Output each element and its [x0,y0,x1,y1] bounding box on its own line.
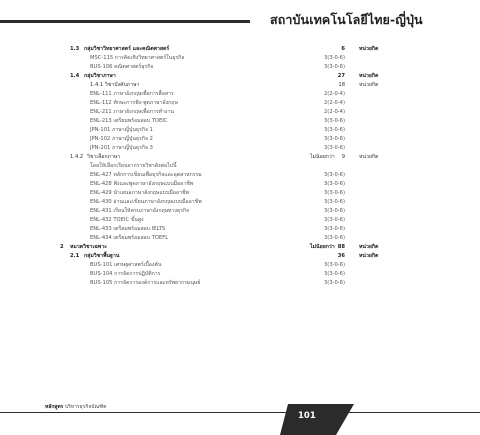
row-credits: 3(3-0-6) [324,145,345,151]
curriculum-row [0,207,480,216]
page-number: 101 [298,411,316,421]
curriculum-row [0,45,480,54]
row-number: 1.4.2 [70,154,84,160]
curriculum-row [0,99,480,108]
row-unit: หน่วยกิต [359,82,379,88]
curriculum-row [0,108,480,117]
curriculum-row [0,171,480,180]
row-credits: 3(3-0-6) [324,217,345,223]
row-label: ENL-434 เตรียมพร้อมสอบ TOEFL [90,235,169,241]
curriculum-row [0,63,480,72]
row-label: BUS-106 คณิตศาสตร์ธุรกิจ [90,64,154,70]
row-credits: 3(3-0-6) [324,235,345,241]
row-credits: 3(3-0-6) [324,118,345,124]
curriculum-row [0,279,480,288]
row-label: JPN-201 ภาษาญี่ปุ่นธุรกิจ 3 [90,145,153,151]
row-label: JPN-102 ภาษาญี่ปุ่นธุรกิจ 2 [90,136,153,142]
row-credits: 18 [338,82,345,88]
row-label: ENL-433 เตรียมพร้อมสอบ IELTS [90,226,166,232]
row-credits: 3(3-0-6) [324,190,345,196]
footer-rule [0,412,480,413]
row-credits: 3(3-0-6) [324,181,345,187]
curriculum-row [0,225,480,234]
row-number: 2 [60,244,64,250]
curriculum-row [0,189,480,198]
curriculum-row [0,252,480,261]
row-label: BUS-105 การจัดการองค์การและทรัพยากรมนุษย์ [90,280,201,286]
curriculum-row [0,81,480,90]
curriculum-row [0,72,480,81]
row-credits: 2(2-0-4) [324,100,345,106]
row-credits: 2(2-0-4) [324,91,345,97]
row-number: 2.1 [70,253,80,259]
row-label: MSC-115 การคิดเชิงวิทยาศาสตร์ในธุรกิจ [90,55,185,61]
row-number: 1.4 [70,73,80,79]
row-credits: 3(3-0-6) [324,172,345,178]
row-label: วิชาเลือกภาษา [87,154,121,160]
row-unit: หน่วยกิต [359,253,379,259]
curriculum-row [0,117,480,126]
row-label: ENL-429 นำเสนอภาษาอังกฤษแบบมืออาชีพ [90,190,189,196]
row-credits: 3(3-0-6) [324,208,345,214]
row-note: ไม่น้อยกว่า [310,244,335,250]
row-credits: 2(2-0-4) [324,109,345,115]
row-label: กลุ่มวิชาพื้นฐาน [84,253,120,259]
row-label: 1.4.1 วิชาบังคับภาษา [90,82,140,88]
footer-program-bold: หลักสูตร [45,404,64,410]
row-credits: 3(3-0-6) [324,226,345,232]
row-label: ENL-431 เรียนให้ครบภาษาอังกฤษทางธุรกิจ [90,208,190,214]
curriculum-row [0,234,480,243]
row-label: หมวดวิชาเฉพาะ [70,244,107,250]
row-label: ENL-211 ภาษาอังกฤษเพื่อการทำงาน [90,109,174,115]
footer-program-text: บริหารธุรกิจบัณฑิต [64,404,107,410]
curriculum-row [0,198,480,207]
curriculum-row [0,144,480,153]
row-credits: 3(3-0-6) [324,136,345,142]
row-credits: 3(3-0-6) [324,271,345,277]
curriculum-row [0,162,480,171]
curriculum-row [0,270,480,279]
row-label: BUS-104 การจัดการปฏิบัติการ [90,271,161,277]
row-number: 1.3 [70,46,80,52]
row-label: ENL-428 ฟังและพูดภาษาอังกฤษแบบมืออาชีพ [90,181,194,187]
curriculum-row [0,243,480,252]
row-unit: หน่วยกิต [359,154,379,160]
row-credits: 88 [337,244,345,250]
page-tab-slant-left [280,404,288,435]
curriculum-row [0,261,480,270]
row-credits: 3(3-0-6) [324,280,345,286]
footer-program [45,403,107,411]
row-credits: 3(3-0-6) [324,127,345,133]
curriculum-row [0,126,480,135]
row-credits: 6 [341,46,345,52]
row-label: ENL-427 หลักการเขียนเพื่อธุรกิจและอุตสาหกรรม [90,172,202,178]
row-label: JPN-101 ภาษาญี่ปุ่นธุรกิจ 1 [90,127,153,133]
curriculum-row [0,153,480,162]
row-label: ENL-432 TOEIC ขั้นสูง [90,217,144,223]
row-label: กลุ่มวิชาภาษา [84,73,116,79]
row-credits: 9 [341,154,345,160]
row-credits: 27 [337,73,345,79]
curriculum-row [0,180,480,189]
curriculum-row [0,90,480,99]
row-label: โดยให้เลือกเรียนจากรายวิชาดังต่อไปนี้ [90,163,177,169]
row-label: ENL-430 อ่านและเขียนภาษาอังกฤษแบบมืออาชีพ [90,199,202,205]
row-note: ไม่น้อยกว่า [310,154,335,160]
row-credits: 36 [337,253,345,259]
row-unit: หน่วยกิต [359,73,379,79]
row-label: ENL-213 เตรียมพร้อมสอบ TOEIC [90,118,168,124]
curriculum-row [0,216,480,225]
row-unit: หน่วยกิต [359,244,379,250]
row-label: ENL-111 ภาษาอังกฤษเพื่อการสื่อสาร [90,91,174,97]
curriculum-row [0,54,480,63]
row-label: BUS-101 เศรษฐศาสตร์เบื้องต้น [90,262,162,268]
institute-title: สถาบันเทคโนโลยีไทย-ญี่ปุ่น [270,12,423,27]
row-credits: 3(3-0-6) [324,55,345,61]
row-label: ENL-112 ทักษะการฟัง-พูดภาษาอังกฤษ [90,100,178,106]
row-label: กลุ่มวิชาวิทยาศาสตร์ และคณิตศาสตร์ [84,46,170,52]
curriculum-row [0,135,480,144]
row-credits: 3(3-0-6) [324,64,345,70]
row-unit: หน่วยกิต [359,46,379,52]
row-credits: 3(3-0-6) [324,199,345,205]
row-credits: 3(3-0-6) [324,262,345,268]
page-tab-slant-right [336,404,354,435]
